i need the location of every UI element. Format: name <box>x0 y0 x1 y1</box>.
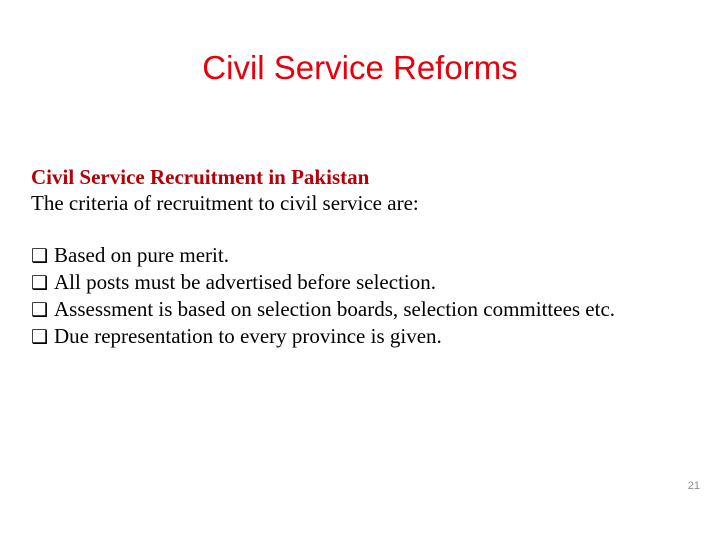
square-bullet-icon: ❑ <box>31 326 49 348</box>
bullet-text: Based on pure merit. <box>54 243 229 267</box>
page-number: 21 <box>687 480 700 492</box>
slide-body <box>31 164 711 350</box>
square-bullet-icon: ❑ <box>31 272 49 294</box>
bullet-list <box>31 242 711 350</box>
intro-text: The criteria of recruitment to civil service are: <box>31 191 419 215</box>
square-bullet-icon: ❑ <box>31 299 49 321</box>
bullet-item <box>31 296 711 323</box>
square-bullet-icon: ❑ <box>31 245 49 267</box>
subheading: Civil Service Recruitment in Pakistan <box>31 165 370 189</box>
bullet-item <box>31 242 711 269</box>
slide-title: Civil Service Reforms <box>202 49 518 86</box>
bullet-item <box>31 269 711 296</box>
bullet-item <box>31 323 711 350</box>
bullet-text: Assessment is based on selection boards, selection committees etc. <box>54 297 616 321</box>
bullet-text: Due representation to every province is given. <box>54 324 442 348</box>
bullet-text: All posts must be advertised before selection. <box>54 270 436 294</box>
